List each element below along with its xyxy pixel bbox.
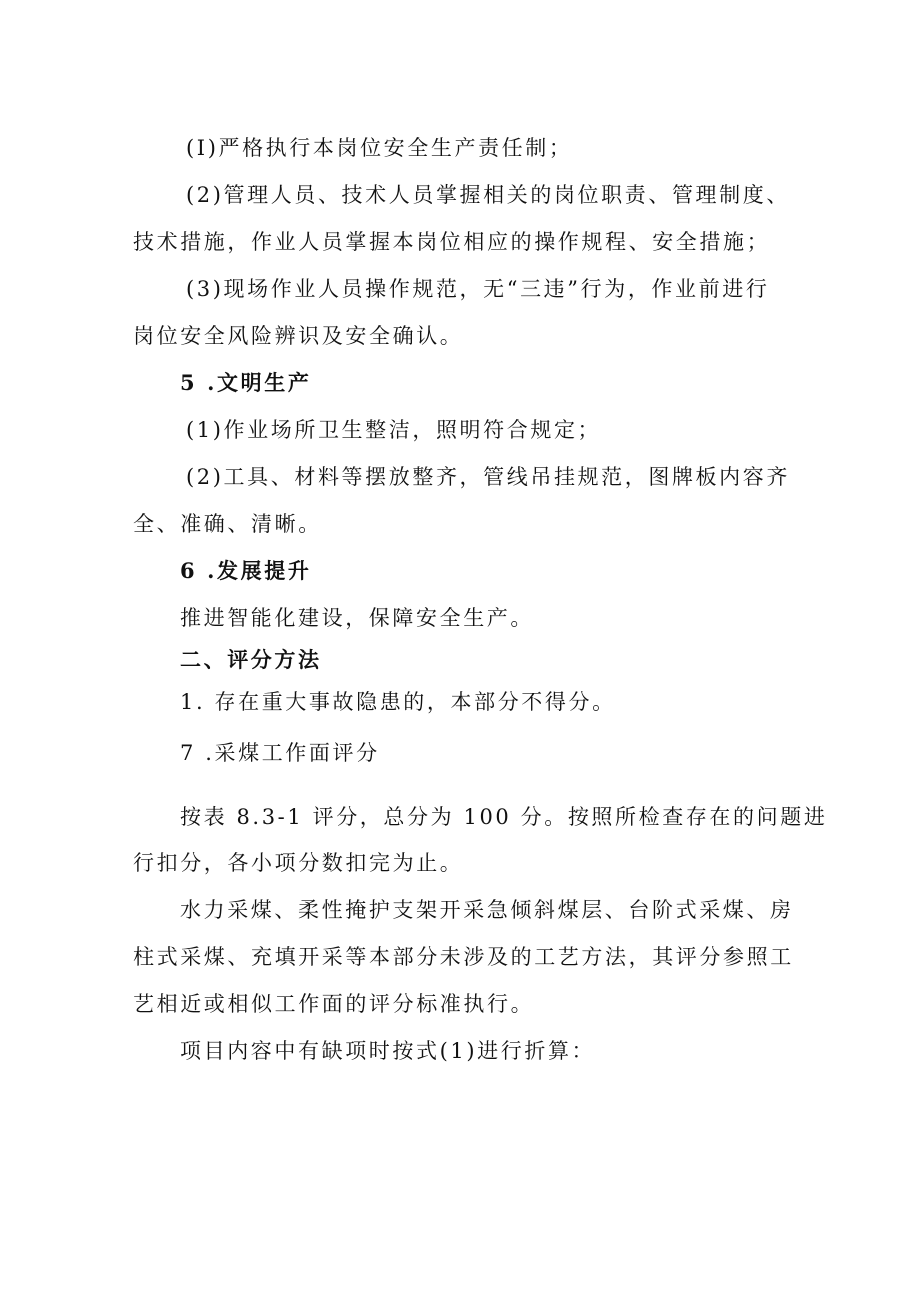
section-heading-development: 6 .发展提升 <box>180 558 312 583</box>
paragraph-other-methods-line-2: 柱式采煤、充填开采等本部分未涉及的工艺方法，其评分参照工 <box>133 945 794 969</box>
paragraph-item-1: (I)严格执行本岗位安全生产责任制； <box>186 136 573 160</box>
paragraph-development: 推进智能化建设，保障安全生产。 <box>180 606 534 630</box>
paragraph-scoring-1: 1. 存在重大事故隐患的，本部分不得分。 <box>180 690 616 714</box>
paragraph-item-2-line-1: (2)管理人员、技术人员掌握相关的岗位职责、管理制度、 <box>186 183 790 207</box>
paragraph-item-3-line-1: (3)现场作业人员操作规范，无“三违”行为，作业前进行 <box>186 277 770 301</box>
paragraph-table-scoring-line-1: 按表 8.3-1 评分，总分为 100 分。按照所检查存在的问题进 <box>180 805 828 829</box>
paragraph-item-5-2-line-1: (2)工具、材料等摆放整齐，管线吊挂规范，图牌板内容齐 <box>186 465 790 489</box>
paragraph-item-5-1: (1)作业场所卫生整洁，照明符合规定； <box>186 418 602 442</box>
paragraph-other-methods-line-3: 艺相近或相似工作面的评分标准执行。 <box>133 992 535 1016</box>
paragraph-item-2-line-2: 技术措施，作业人员掌握本岗位相应的操作规程、安全措施； <box>133 230 771 254</box>
paragraph-item-3-line-2: 岗位安全风险辨识及安全确认。 <box>133 324 464 348</box>
section-heading-civilized-production: 5 .文明生产 <box>180 370 312 395</box>
paragraph-other-methods-line-1: 水力采煤、柔性掩护支架开采急倾斜煤层、台阶式采煤、房 <box>180 898 794 922</box>
paragraph-table-scoring-line-2: 行扣分，各小项分数扣完为止。 <box>133 851 464 875</box>
section-heading-scoring-method: 二、评分方法 <box>180 647 322 672</box>
paragraph-missing-items: 项目内容中有缺项时按式(1)进行折算： <box>180 1039 596 1063</box>
paragraph-item-5-2-line-2: 全、准确、清晰。 <box>133 512 322 536</box>
section-heading-coal-face-scoring: 7 .采煤工作面评分 <box>180 741 380 765</box>
